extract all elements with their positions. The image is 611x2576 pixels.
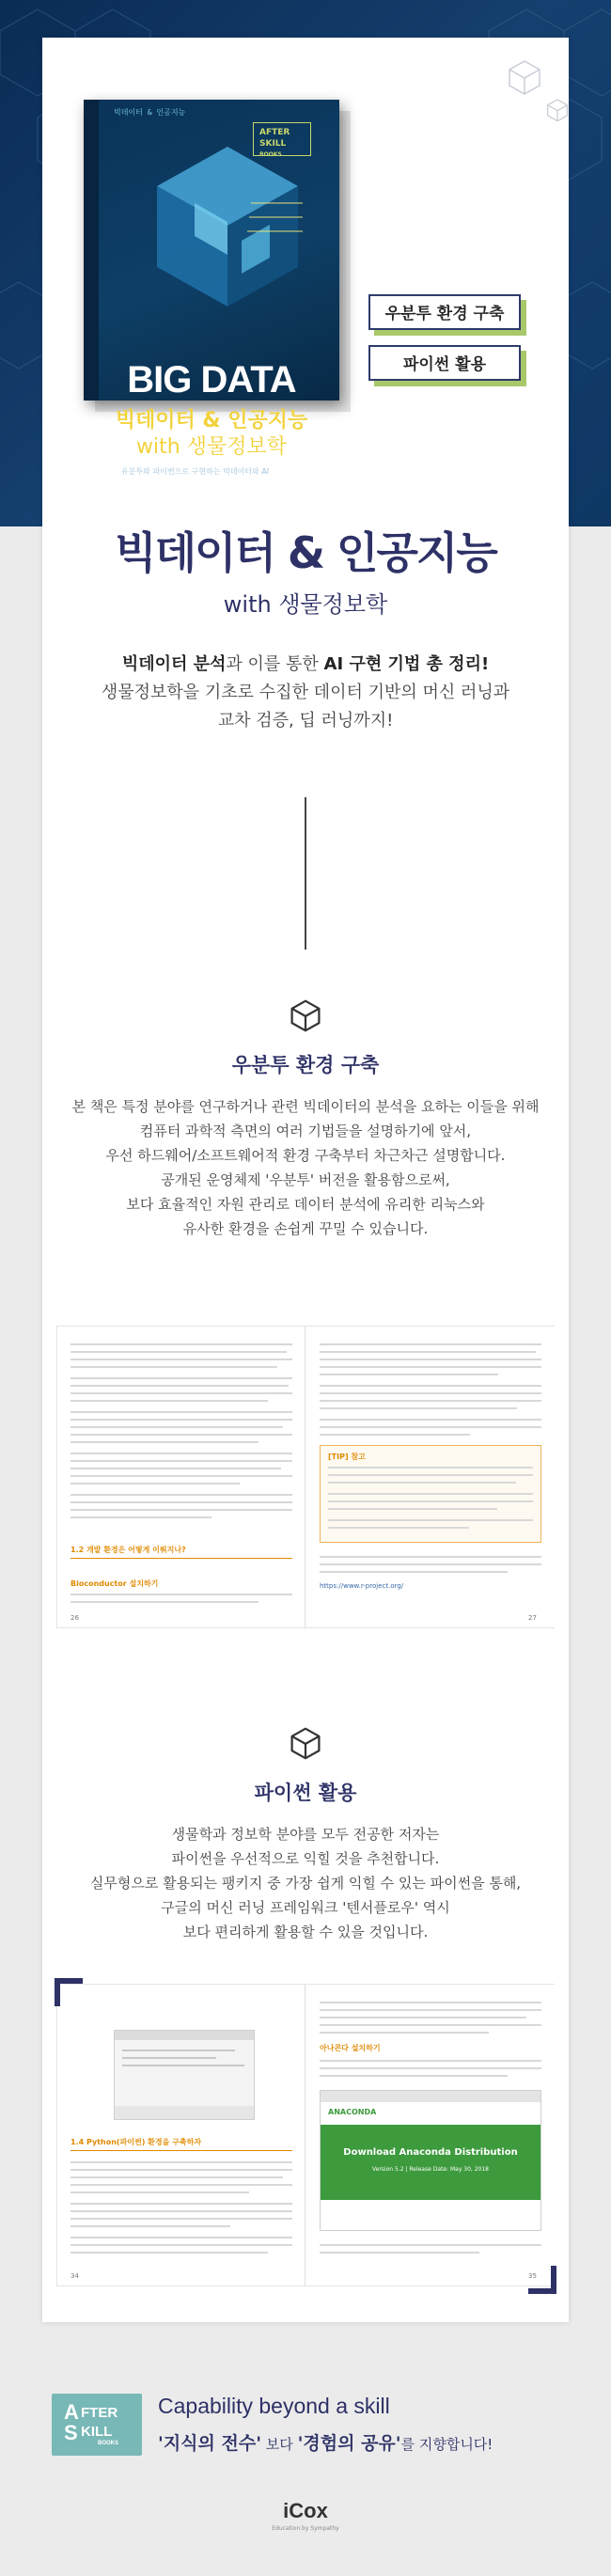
cube-outline-icon <box>506 58 543 96</box>
main-title: 빅데이터 & 인공지능 <box>115 527 496 578</box>
badge-line-1: AFTER <box>259 128 290 137</box>
spread-left-page <box>57 1985 306 2285</box>
intro-line-1: 빅데이터 분석과 이를 통한 AI 구현 기법 총 정리! <box>121 654 490 674</box>
tag-python: 파이썬 활용 <box>368 345 521 381</box>
icox-tagline: Education by Sympathy <box>272 2525 339 2532</box>
book-title-english: BIG DATA <box>127 359 296 401</box>
intro-line-3: 교차 검증, 딥 러닝까지! <box>217 711 394 730</box>
section1-line: 보다 효율적인 자원 관리로 데이터 분석에 유리한 리눅스와 <box>126 1196 485 1213</box>
book-cover <box>84 100 339 502</box>
section1-body <box>42 1094 569 1241</box>
book-publisher: iCox <box>121 489 149 502</box>
intro-line-2: 생물정보학을 기초로 수집한 데이터 기반의 머신 러닝과 <box>101 683 510 702</box>
divider-vertical-line <box>305 797 306 950</box>
section1-title: 우분투 환경 구축 <box>231 1054 380 1076</box>
spread-right-page <box>306 1985 555 2285</box>
badge-line-3: BOOKS <box>259 151 282 158</box>
left-page-heading: 1.4 Python(파이썬) 환경을 구축하자 <box>70 2138 202 2146</box>
left-page-number: 34 <box>70 2272 79 2280</box>
section1-line: 본 책은 특정 분야를 연구하거나 관련 빅데이터의 분석을 요하는 이들을 위해 <box>71 1098 540 1115</box>
book-cube-illustration <box>138 137 317 316</box>
section2-body <box>42 1822 569 1944</box>
anaconda-brand: ANACONDA <box>328 2108 377 2116</box>
book-title-with: with 생물정보학 <box>136 435 287 459</box>
icox-logo: iCox <box>283 2499 328 2522</box>
logo-line-3: BOOKS <box>98 2441 119 2446</box>
cube-icon <box>289 998 322 1032</box>
corner-bracket-top-left <box>55 1978 83 2006</box>
section1-line: 공개된 운영체제 '우분투' 버전을 활용함으로써, <box>161 1171 450 1188</box>
intro-text <box>42 651 569 735</box>
right-page-number: 35 <box>528 2272 537 2280</box>
spread-left-page <box>57 1327 306 1627</box>
left-page-heading: 1.2 개발 환경은 어떻게 이뤄지나? <box>70 1546 186 1554</box>
book-spine <box>84 100 99 401</box>
corner-bracket-bottom-right <box>528 2266 556 2294</box>
url-link[interactable]: https://www.r-project.org/ <box>320 1582 404 1590</box>
logo-line-1: FTER <box>81 2405 118 2421</box>
tip-note-box <box>320 1445 541 1543</box>
section1-line: 컴퓨터 과학적 측면의 여러 기법들을 설명하기에 앞서, <box>139 1123 472 1139</box>
after-skill-logo-text <box>58 2400 135 2449</box>
section2-title: 파이썬 활용 <box>254 1782 357 1804</box>
terminal-screenshot <box>114 2030 255 2120</box>
right-page-subheading: 아나콘다 설치하기 <box>320 2044 381 2052</box>
book-subline: 유분투와 파이썬으로 구현하는 빅데이터와 AI <box>121 467 270 476</box>
cube-icon <box>289 1726 322 1760</box>
left-page-number: 26 <box>70 1614 79 1622</box>
anaconda-version: Version 5.2 | Release Date: May 30, 2018 <box>372 2166 489 2173</box>
book-title-korean: 빅데이터 & 인공지능 <box>115 409 308 432</box>
tip-note-title: [TIP] 참고 <box>328 1453 366 1461</box>
section2-line: 실무형으로 활용되는 팽키지 중 가장 쉽게 익힐 수 있는 파이썬을 통해, <box>89 1875 522 1892</box>
badge-line-2: SKILL <box>259 139 287 149</box>
section2-line: 보다 편리하게 활용할 수 있을 것입니다. <box>182 1924 429 1940</box>
anaconda-banner <box>321 2125 540 2200</box>
section1-page-spread <box>56 1326 555 1628</box>
section2-page-spread <box>56 1984 555 2286</box>
tag-ubuntu: 우분투 환경 구축 <box>368 294 521 330</box>
section2-line: 파이썬을 우선적으로 익힐 것을 추천합니다. <box>171 1850 440 1867</box>
footer-tagline-korean: '지식의 전수' 보다 '경험의 공유'를 지향합니다! <box>158 2433 494 2454</box>
left-page-subheading: Bioconductor 설치하기 <box>70 1579 159 1588</box>
cube-outline-small-icon <box>545 98 570 122</box>
spread-right-page <box>306 1327 555 1627</box>
logo-letter-a: A <box>64 2400 79 2424</box>
section2-line: 구글의 머신 러닝 프레임워크 '텐서플로우' 역시 <box>161 1899 450 1916</box>
section1-line: 우선 하드웨어/소프트웨어적 환경 구축부터 차근차근 설명합니다. <box>105 1147 506 1164</box>
logo-letter-s: S <box>64 2421 78 2444</box>
section2-line: 생물학과 정보학 분야를 모두 전공한 저자는 <box>171 1826 440 1843</box>
right-page-number: 27 <box>528 1614 537 1622</box>
main-subtitle: with 생물정보학 <box>223 591 388 618</box>
footer-tagline-english: Capability beyond a skill <box>158 2394 390 2418</box>
anaconda-screenshot <box>320 2090 541 2231</box>
section1-line: 유사한 환경을 손쉽게 꾸밀 수 있습니다. <box>182 1220 429 1237</box>
anaconda-headline: Download Anaconda Distribution <box>343 2147 518 2158</box>
logo-line-2: KILL <box>81 2424 113 2440</box>
book-spine-label: 빅데이터 & 인공지능 <box>114 108 186 117</box>
